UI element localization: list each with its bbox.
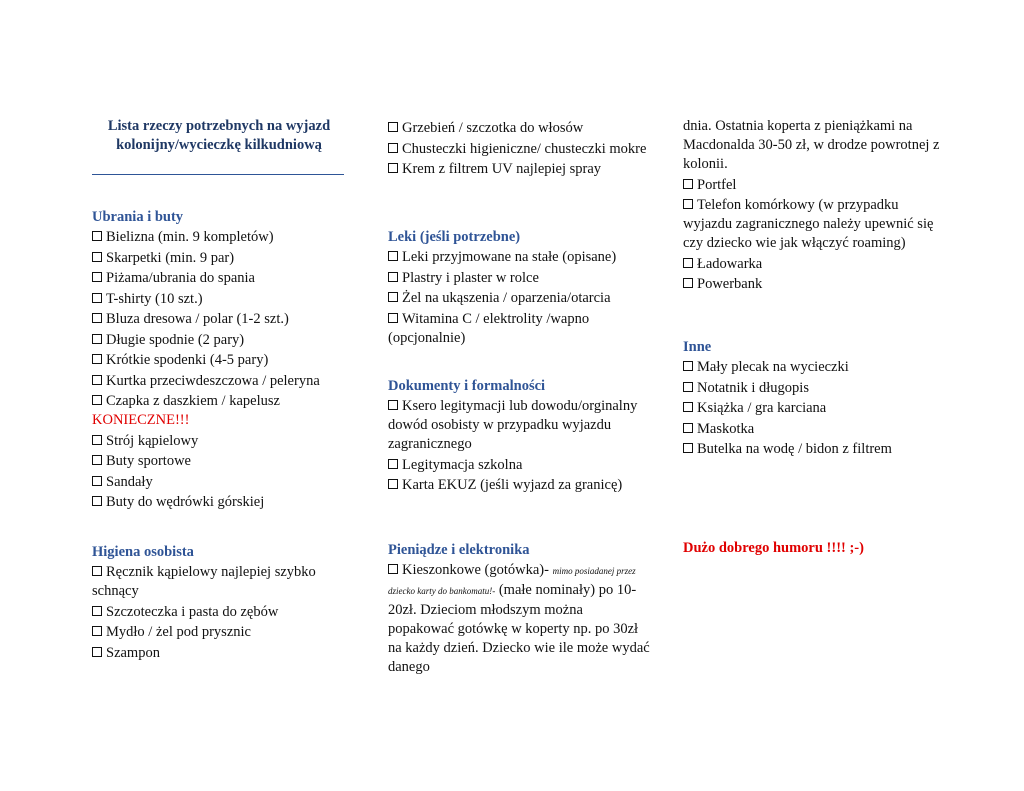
section-inne [683, 337, 945, 461]
checklist-item[interactable]: Leki przyjmowane na stałe (opisane) [388, 248, 650, 267]
checklist-item[interactable]: Długie spodnie (2 pary) [92, 331, 350, 350]
checkbox-icon[interactable] [92, 566, 102, 576]
checklist-item[interactable]: Kieszonkowe (gotówka)- mimo posiadanej przez dziecko karty do bankomatu!- (małe nominały) po 10-20zł. Dzieciom młodszym można popakować gotówkę w koperty np. po 30zł na każdy dzień. Dziecko wie ile może wydać danego [388, 562, 650, 675]
section-heading-pieniadze: Pieniądze i elektronika [388, 542, 530, 558]
checkbox-icon[interactable] [683, 443, 693, 453]
checklist-item[interactable]: Butelka na wodę / bidon z filtrem [683, 440, 945, 459]
checkbox-icon[interactable] [388, 272, 398, 282]
checkbox-icon[interactable] [92, 252, 102, 262]
section-heading-higiena: Higiena osobista [92, 544, 194, 560]
section-ubrania [92, 207, 350, 514]
checkbox-icon[interactable] [92, 313, 102, 323]
checklist-item[interactable]: Piżama/ubrania do spania [92, 269, 350, 288]
checklist-item[interactable]: Ręcznik kąpielowy najlepiej szybko schnący [92, 564, 316, 599]
checkbox-icon[interactable] [683, 258, 693, 268]
checkbox-icon[interactable] [92, 496, 102, 506]
small-note: mimo posiadanej przez dziecko karty do bankomatu!- [388, 566, 636, 596]
section-pieniadze-cont [683, 117, 945, 296]
checkbox-icon[interactable] [388, 400, 398, 410]
required-note: KONIECZNE!!! [92, 412, 190, 428]
section-heading-leki: Leki (jeśli potrzebne) [388, 229, 521, 245]
checklist-item[interactable]: Sandały [92, 473, 350, 492]
checklist-item[interactable]: Portfel [683, 176, 945, 195]
checklist-item[interactable]: Powerbank [683, 275, 945, 294]
checkbox-icon[interactable] [92, 334, 102, 344]
continuation-text: dnia. Ostatnia koperta z pieniążkami na Macdonalda 30-50 zł, w drodze powrotnej z kolonii. [683, 118, 940, 172]
checklist-item[interactable]: Mydło / żel pod prysznic [92, 623, 350, 642]
checklist-item[interactable]: Mały plecak na wycieczki [683, 358, 945, 377]
checklist-item[interactable]: Buty sportowe [92, 452, 350, 471]
section-heading-inne: Inne [683, 339, 712, 355]
checkbox-icon[interactable] [92, 395, 102, 405]
checklist-item[interactable]: Karta EKUZ (jeśli wyjazd za granicę) [388, 476, 650, 495]
checkbox-icon[interactable] [92, 455, 102, 465]
section-pieniadze [388, 540, 650, 679]
checklist-item[interactable]: Krem z filtrem UV najlepiej spray [388, 160, 650, 179]
checkbox-icon[interactable] [388, 459, 398, 469]
checkbox-icon[interactable] [683, 361, 693, 371]
checklist-item[interactable]: Plastry i plaster w rolce [388, 269, 650, 288]
checklist-item[interactable]: Chusteczki higieniczne/ chusteczki mokre [388, 140, 650, 159]
checklist-item[interactable]: Szampon [92, 644, 350, 663]
section-heading-dokumenty: Dokumenty i formalności [388, 378, 546, 394]
checkbox-icon[interactable] [388, 122, 398, 132]
checkbox-icon[interactable] [683, 278, 693, 288]
checkbox-icon[interactable] [683, 382, 693, 392]
checkbox-icon[interactable] [388, 479, 398, 489]
document-title: Lista rzeczy potrzebnych na wyjazd kolonijny/wycieczkę kilkudniową [107, 118, 331, 153]
checklist-item[interactable]: Kurtka przeciwdeszczowa / peleryna [92, 372, 350, 391]
checklist-item[interactable]: T-shirty (10 szt.) [92, 290, 350, 309]
checkbox-icon[interactable] [683, 402, 693, 412]
checklist-item[interactable]: Czapka z daszkiem / kapelusz KONIECZNE!!! [92, 393, 280, 428]
checkbox-icon[interactable] [388, 143, 398, 153]
checklist-item[interactable]: Grzebień / szczotka do włosów [388, 119, 650, 138]
checklist-item[interactable]: Ładowarka [683, 255, 945, 274]
humor-note: Dużo dobrego humoru !!!! ;-) [683, 540, 864, 556]
checkbox-icon[interactable] [92, 435, 102, 445]
section-humor [683, 538, 945, 558]
checklist-item[interactable]: Żel na ukąszenia / oparzenia/otarcia [388, 289, 650, 308]
checkbox-icon[interactable] [388, 564, 398, 574]
checklist-item[interactable]: Książka / gra karciana [683, 399, 945, 418]
checkbox-icon[interactable] [388, 163, 398, 173]
checklist-item[interactable]: Telefon komórkowy (w przypadku wyjazdu zagranicznego należy upewnić się czy dziecko wie jak włączyć roaming) [683, 197, 934, 251]
section-leki [388, 227, 650, 349]
checklist-item[interactable]: Krótkie spodenki (4-5 pary) [92, 351, 350, 370]
checklist-item[interactable]: Ksero legitymacji lub dowodu/orginalny dowód osobisty w przypadku wyjazdu zagranicznego [388, 398, 638, 452]
checkbox-icon[interactable] [92, 375, 102, 385]
checkbox-icon[interactable] [92, 606, 102, 616]
checklist-item[interactable]: Legitymacja szkolna [388, 456, 650, 475]
checklist-item[interactable]: Strój kąpielowy [92, 432, 350, 451]
section-dokumenty [388, 376, 650, 497]
checkbox-icon[interactable] [388, 313, 398, 323]
checkbox-icon[interactable] [92, 293, 102, 303]
title-underline [92, 174, 344, 175]
checklist-item[interactable]: Buty do wędrówki górskiej [92, 493, 350, 512]
checkbox-icon[interactable] [92, 647, 102, 657]
checkbox-icon[interactable] [683, 199, 693, 209]
checkbox-icon[interactable] [92, 231, 102, 241]
checklist-item[interactable]: Notatnik i długopis [683, 379, 945, 398]
checklist-item[interactable]: Witamina C / elektrolity /wapno (opcjonalnie) [388, 310, 590, 346]
checkbox-icon[interactable] [92, 272, 102, 282]
checkbox-icon[interactable] [92, 626, 102, 636]
checkbox-icon[interactable] [92, 354, 102, 364]
section-higiena [92, 542, 350, 664]
checkbox-icon[interactable] [683, 179, 693, 189]
checkbox-icon[interactable] [683, 423, 693, 433]
checklist-item[interactable]: Maskotka [683, 420, 945, 439]
section-heading-ubrania: Ubrania i buty [92, 209, 184, 225]
checklist-item[interactable]: Szczoteczka i pasta do zębów [92, 603, 350, 622]
checklist-item[interactable]: Skarpetki (min. 9 par) [92, 249, 350, 268]
checklist-item[interactable]: Bielizna (min. 9 kompletów) [92, 228, 350, 247]
checklist-item[interactable]: Bluza dresowa / polar (1-2 szt.) [92, 310, 350, 329]
checkbox-icon[interactable] [92, 476, 102, 486]
checkbox-icon[interactable] [388, 251, 398, 261]
checkbox-icon[interactable] [388, 292, 398, 302]
section-hygiene-cont [388, 119, 650, 181]
